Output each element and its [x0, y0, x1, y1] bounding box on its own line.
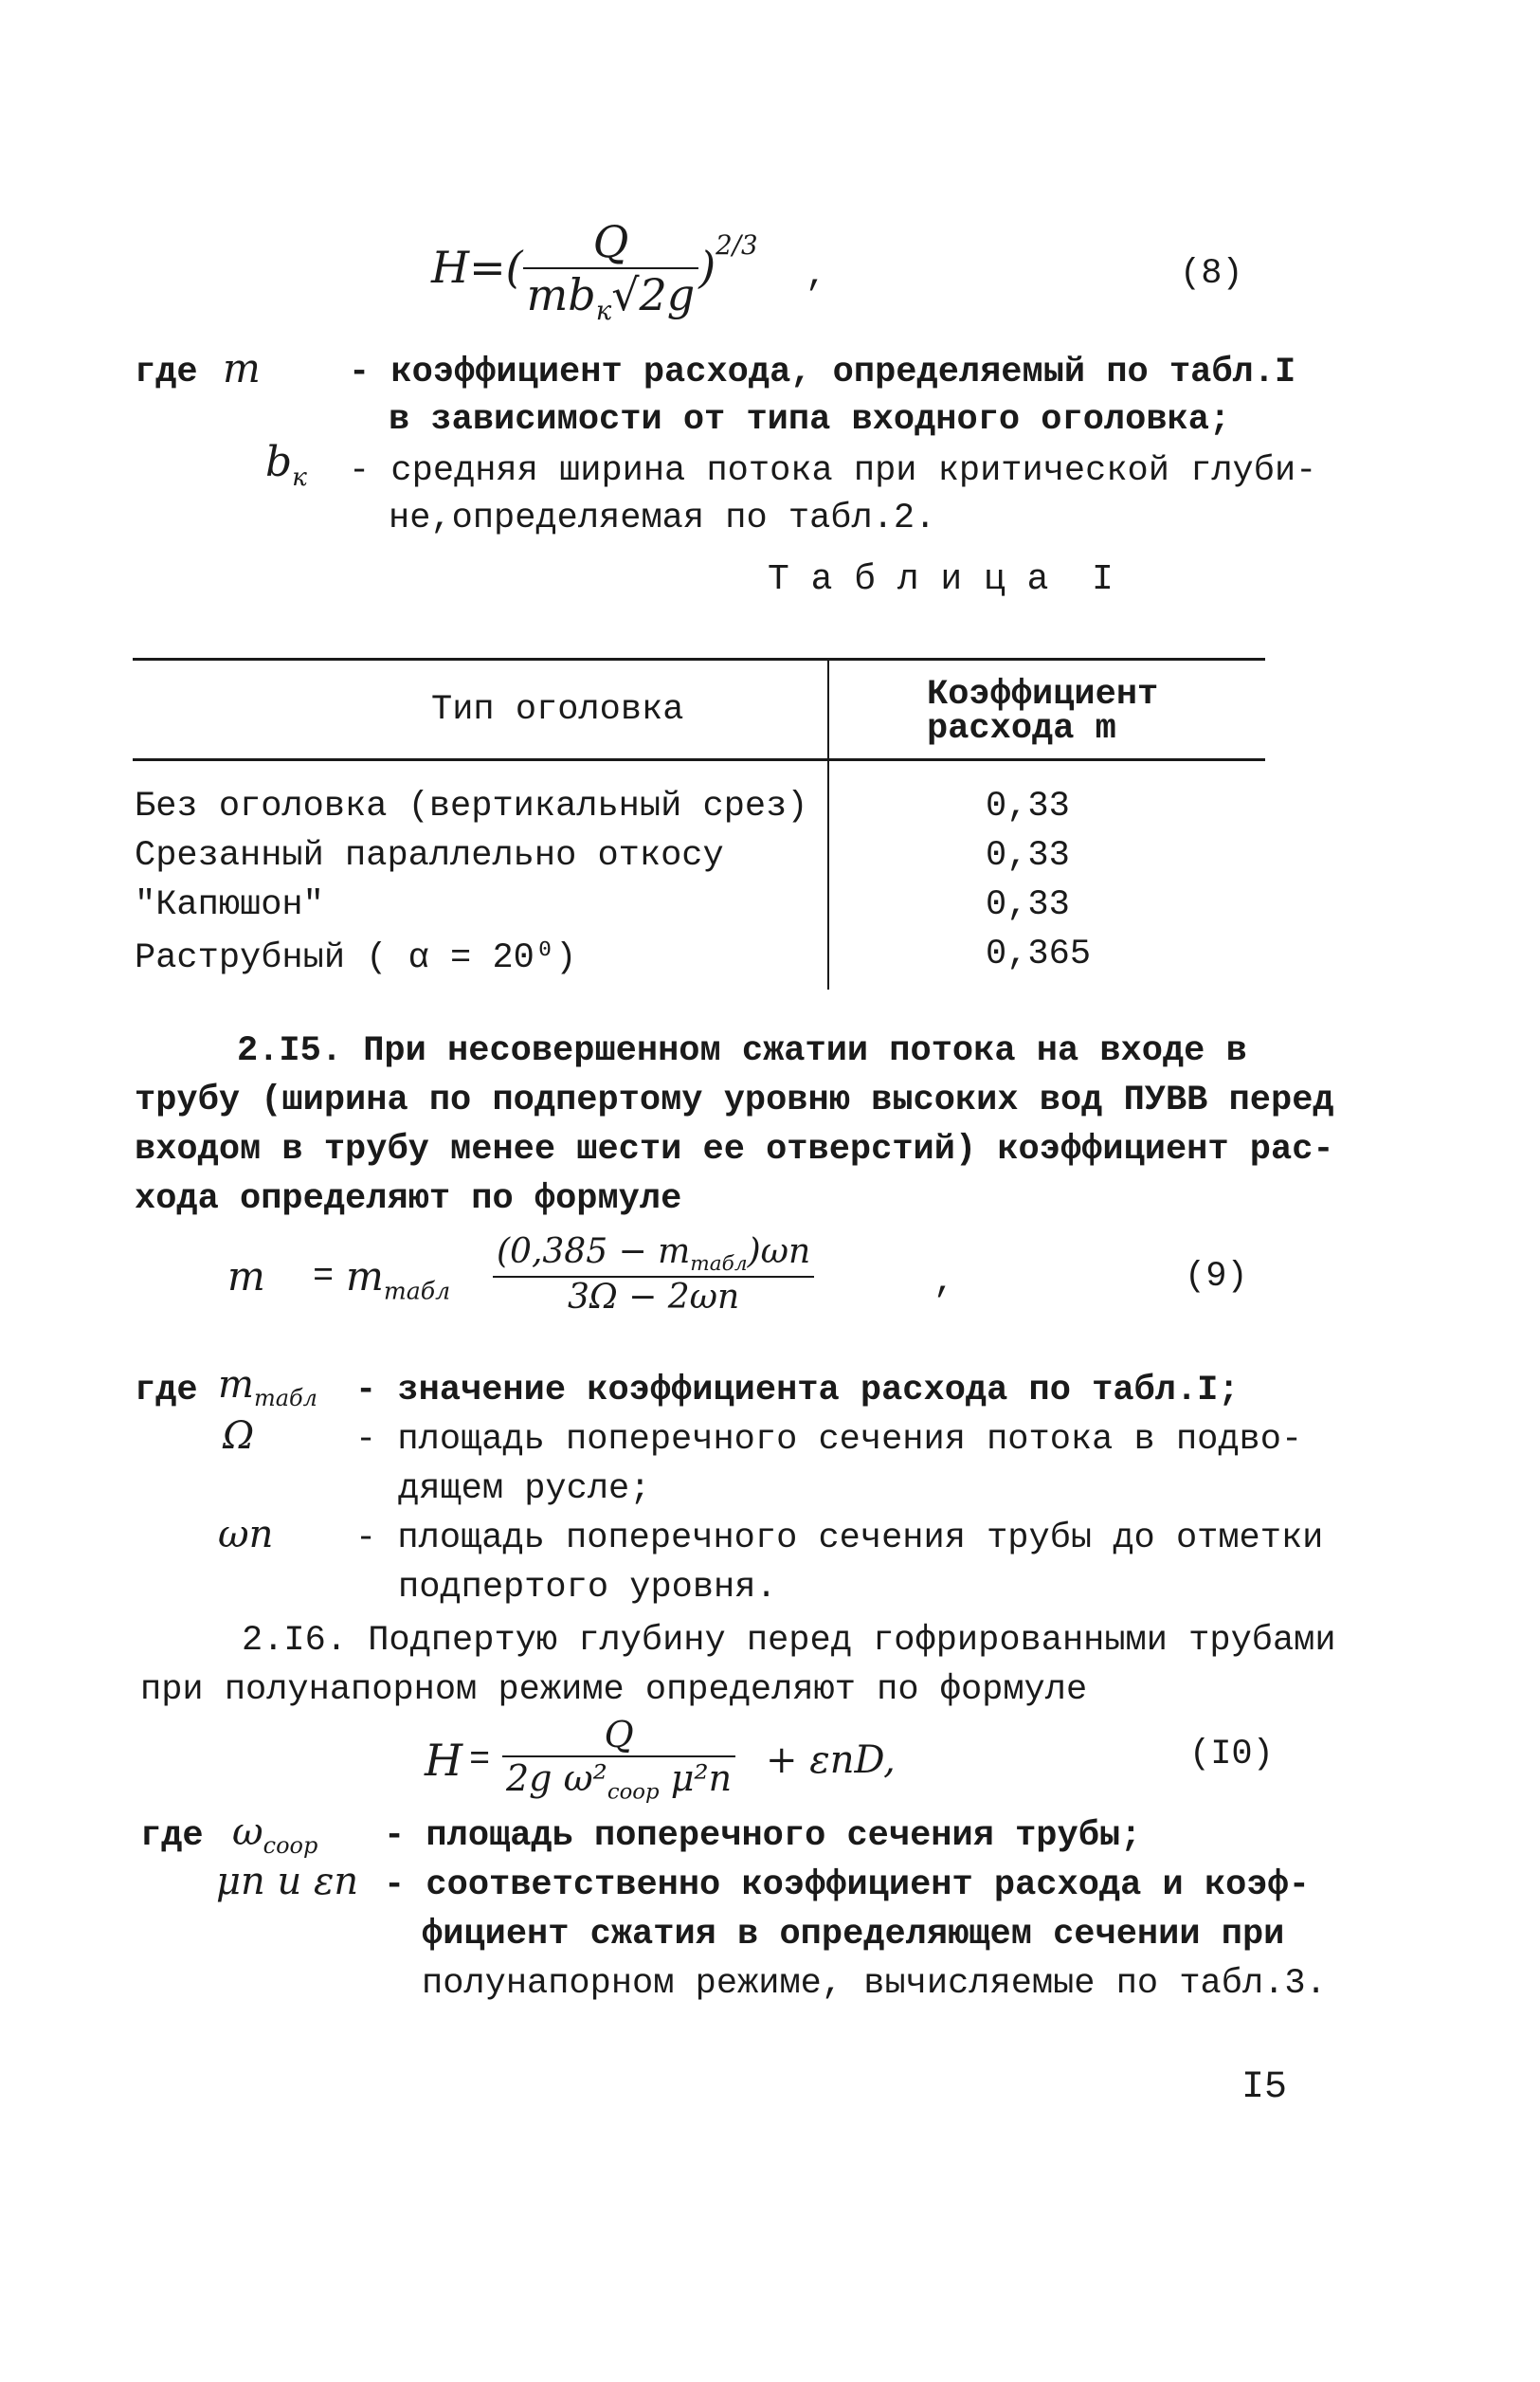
formula-10-eq: =	[469, 1740, 491, 1780]
where-9-line-mtabl: - значение коэффициента расхода по табл.I;	[355, 1371, 1240, 1410]
where-9-line-omega-p-1: - площадь поперечного сечения трубы до отметки	[355, 1518, 1324, 1558]
where-8-symbol-bk: $b_к$	[265, 438, 307, 492]
formula-9-fraction: $(0,385 - m_{табл})\omega п$ 3Ω − 2ωп	[493, 1232, 814, 1317]
table-row-3-coef: 0,33	[986, 885, 1070, 925]
formula-8-den-b: b	[568, 269, 596, 320]
where-9-line-omega-2: дящем русле;	[398, 1469, 651, 1509]
where-8-line-m-2: в зависимости от типа входного оголовка;	[389, 400, 1231, 440]
table-header-coef-1: Коэффициент	[927, 675, 1159, 715]
where-10-symbol-omega-coop: $\omega_{coop}$	[232, 1810, 318, 1859]
formula-8-comma: ,	[806, 256, 827, 296]
where-9-symbol-mtabl: $m_{табл}$	[218, 1363, 317, 1411]
formula-9-lhs: m	[227, 1253, 265, 1300]
where-9-line-omega-p-2: подпертого уровня.	[398, 1568, 777, 1608]
formula-9-eq: =	[313, 1257, 335, 1297]
where-10-line-mu-eps-1: - соответственно коэффициент расхода и коэф-	[384, 1865, 1310, 1905]
para-215-line-3: входом в трубу менее шести ее отверстий) коэффициент рас-	[135, 1130, 1334, 1170]
para-215-line-1: 2.I5. При несовершенном сжатии потока на входе в	[237, 1031, 1247, 1071]
formula-10-number: (I0)	[1189, 1735, 1274, 1774]
formula-8-numerator: Q	[523, 216, 699, 269]
where-10-line-omega-coop: - площадь поперечного сечения трубы;	[384, 1816, 1142, 1856]
page-number: I5	[1241, 2066, 1288, 2109]
where-word-8: где	[135, 353, 198, 392]
formula-8-exponent: 2/3	[716, 229, 758, 262]
where-8-line-bk-2: не,определяемая по табл.2.	[389, 499, 936, 538]
where-8-line-m-1: - коэффициент расхода, определяемый по табл.I	[349, 353, 1296, 392]
para-216-line-1: 2.I6. Подпертую глубину перед гофрированными трубами	[242, 1621, 1336, 1661]
formula-8: H=( $\frac{Q}{mb_к√2g}$ )$^{2/3}$	[431, 216, 758, 327]
formula-8-den-b-sub: к	[595, 295, 612, 327]
table-title: Т а б л и ц а I	[768, 559, 1114, 600]
formula-10-lhs: H	[425, 1735, 463, 1786]
where-10-line-mu-eps-2: фициент сжатия в определяющем сечении при	[422, 1915, 1285, 1955]
formula-8-lhs: H	[431, 242, 470, 294]
where-9-symbol-omega: Ω	[223, 1414, 255, 1458]
table-header-coef-2: расхода m	[927, 709, 1116, 749]
table-header-rule	[133, 758, 1265, 761]
where-10-line-mu-eps-3: полунапорном режиме, вычисляемые по табл.3.	[422, 1964, 1327, 2004]
table-row-4-type: Раструбный ( α = 20⁰)	[135, 938, 577, 978]
table-row-1-type: Без оголовка (вертикальный срез)	[135, 787, 808, 827]
formula-10-tail: + εпD,	[766, 1738, 896, 1782]
formula-8-number: (8)	[1180, 254, 1243, 294]
table-header-type: Тип оголовка	[431, 690, 684, 730]
formula-8-den-m: m	[526, 269, 569, 320]
formula-8-fraction: $\frac{Q}{mb_к√2g}$	[523, 216, 699, 326]
where-9-line-omega-1: - площадь поперечного сечения потока в подво-	[355, 1420, 1303, 1460]
table-top-rule	[133, 658, 1265, 661]
table-row-2-coef: 0,33	[986, 836, 1070, 876]
where-8-symbol-m: m	[223, 345, 261, 391]
table-row-4-coef: 0,365	[986, 935, 1092, 974]
where-9-symbol-omega-p: ωп	[218, 1513, 274, 1556]
formula-9-comma: ,	[933, 1263, 955, 1302]
para-216-line-2: при полунапорном режиме определяют по формуле	[140, 1670, 1088, 1710]
formula-8-den-root: 2g	[639, 269, 696, 320]
formula-9-rhs: $m_{табл}$	[346, 1253, 451, 1305]
table-row-1-coef: 0,33	[986, 787, 1070, 827]
where-10-symbol-mu-eps: μп и εп	[216, 1860, 359, 1903]
where-word-9: где	[135, 1371, 198, 1410]
para-215-line-4: хода определяют по формуле	[135, 1179, 682, 1219]
where-word-10: где	[140, 1816, 204, 1856]
formula-10-fraction: Q 2g $\omega^2_{coop}$ μ²п	[502, 1714, 735, 1805]
table-row-3-type: "Капюшон"	[135, 885, 324, 925]
where-8-line-bk-1: - средняя ширина потока при критической глуби-	[349, 451, 1317, 491]
para-215-line-2: трубу (ширина по подпертому уровню высоких вод ПУВВ перед	[135, 1081, 1334, 1120]
formula-9-number: (9)	[1185, 1257, 1248, 1297]
table-row-2-type: Срезанный параллельно откосу	[135, 836, 724, 876]
table-column-rule	[827, 660, 829, 990]
